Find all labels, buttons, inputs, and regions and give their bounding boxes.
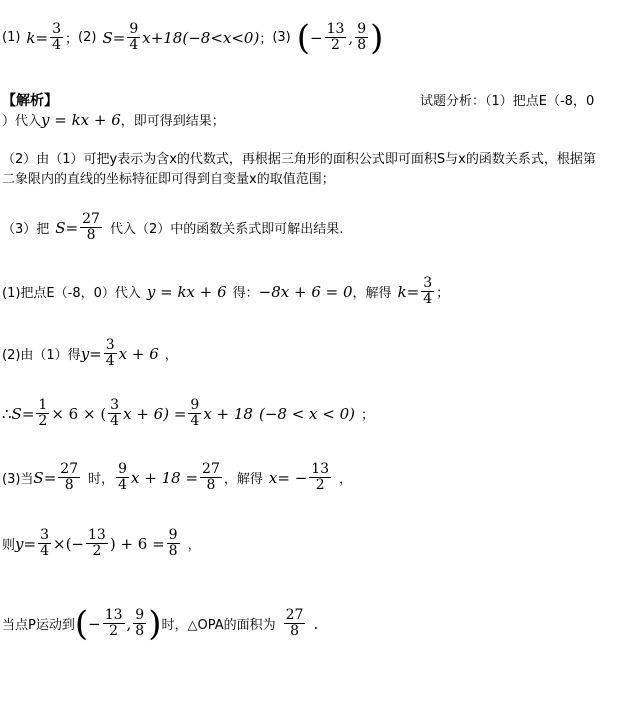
- answer-line: [2, 17, 384, 58]
- answer-s-fraction: $\frac{9}{4}$: [129, 21, 139, 53]
- s5-eq: =: [23, 534, 37, 553]
- s3-end: ；: [361, 408, 375, 423]
- s5-mid2: ) + 6 =: [109, 534, 165, 553]
- solution-step4: [2, 462, 352, 493]
- right-paren: ): [370, 17, 384, 58]
- s5-a: 则: [2, 538, 16, 553]
- answer-k-fraction: $\frac{3}{4}$: [52, 21, 62, 53]
- s3-fraction1: $\frac{1}{2}$: [38, 397, 48, 429]
- s6-fraction1: $\frac{13}{2}$: [104, 607, 123, 639]
- s4-a: (3)当: [2, 472, 34, 487]
- analysis-line1-math: y = kx + 6: [41, 110, 121, 129]
- s6-a: 当点P运动到: [2, 618, 75, 633]
- s1-var: k: [397, 282, 407, 301]
- answer-neg: −: [310, 28, 323, 47]
- s4-d: ，: [339, 472, 353, 487]
- s6-fraction3: $\frac{27}{8}$: [285, 607, 304, 639]
- left-paren: (: [296, 17, 311, 58]
- solution-step1: [2, 276, 449, 307]
- answer-sep2: ；: [259, 32, 273, 47]
- s4-fraction1: $\frac{27}{8}$: [60, 461, 79, 493]
- analysis-line4-a: （3）把: [2, 222, 50, 237]
- answer-y-fraction: $\frac{9}{8}$: [357, 21, 367, 53]
- s2-a: (2)由（1）得: [2, 348, 81, 363]
- s4-var2: x: [268, 468, 278, 487]
- s1-c: ，解得: [352, 286, 392, 301]
- s4-fraction4: $\frac{13}{2}$: [311, 461, 330, 493]
- answer-x-fraction: $\frac{13}{2}$: [326, 21, 345, 53]
- analysis-line1-b: ，即可得到结果；: [120, 114, 225, 129]
- s1-fraction: $\frac{3}{4}$: [423, 275, 433, 307]
- s4-eq: =: [43, 468, 57, 487]
- s6-b: 时，△OPA的面积为: [161, 618, 276, 633]
- s6-comma: ,: [126, 614, 132, 633]
- solution-step2: [2, 338, 178, 369]
- analysis-line3: 二象限内的直线的坐标特征即可得到自变量x的取值范围；: [2, 172, 335, 187]
- s4-c: ，解得: [223, 472, 263, 487]
- s4-var: S: [33, 468, 44, 487]
- s3-mid2: x + 6) =: [123, 404, 187, 423]
- answer-eq: =: [35, 28, 49, 47]
- s3-range: (−8 < x < 0): [258, 404, 355, 423]
- s5-fraction1: $\frac{3}{4}$: [40, 527, 49, 559]
- analysis-line2: （2）由（1）可把y表示为含x的代数式，再根据三角形的面积公式即可面积S与x的函数关系式，根据第: [2, 152, 596, 167]
- s6-left-paren: (: [74, 603, 89, 644]
- solution-step5: [2, 528, 201, 559]
- therefore-symbol: ∴: [2, 404, 12, 423]
- analysis-intro-right: 试题分析：（1）把点E（-8，0: [420, 94, 595, 109]
- s3-var: S: [11, 404, 22, 423]
- s3-fraction2: $\frac{3}{4}$: [110, 397, 120, 429]
- s1-eq2: =: [406, 282, 420, 301]
- s3-eq: =: [21, 404, 35, 423]
- solution-step6: [2, 603, 319, 644]
- s6-fraction2: $\frac{9}{8}$: [135, 607, 145, 639]
- s2-rest: x + 6: [118, 344, 159, 363]
- s1-a: (1)把点E（-8，0）代入: [2, 286, 141, 301]
- answer-eq2: =: [112, 28, 126, 47]
- s3-mid: × 6 × (: [51, 404, 107, 423]
- s5-var: y: [15, 534, 24, 553]
- s1-d: ；: [436, 286, 450, 301]
- s6-neg: −: [88, 614, 101, 633]
- answer-part2-label: (2): [78, 30, 97, 45]
- s4-b: 时，: [88, 472, 115, 487]
- analysis-line4-b: 代入（2）中的函数关系式即可解出结果.: [109, 222, 344, 237]
- s5-mid: ×(−: [53, 534, 84, 553]
- analysis-line4: [2, 212, 343, 243]
- s3-rest: x + 18: [203, 404, 253, 423]
- s2-eq: =: [89, 344, 102, 363]
- s1-eq: −8x + 6 = 0: [258, 282, 353, 301]
- analysis-line1: [2, 110, 225, 129]
- s1-b: 得：: [232, 286, 259, 301]
- answer-part1-label: (1): [2, 30, 21, 45]
- analysis-line1-a: ）代入: [2, 114, 42, 129]
- s6-right-paren: ): [148, 603, 162, 644]
- s3-fraction3: $\frac{9}{4}$: [190, 397, 200, 429]
- s2-var: y: [80, 344, 90, 363]
- answer-sep: ；: [65, 32, 79, 47]
- s5-b: ，: [187, 538, 201, 553]
- answer-s-var: S: [102, 28, 113, 47]
- s5-fraction3: $\frac{9}{8}$: [168, 527, 178, 559]
- s5-fraction2: $\frac{13}{2}$: [88, 527, 106, 559]
- answer-s-expression: x+18(−8<x<0): [142, 28, 260, 47]
- s4-fraction3: $\frac{27}{8}$: [202, 461, 220, 493]
- s2-b: ，: [164, 348, 178, 363]
- s2-fraction: $\frac{3}{4}$: [105, 337, 115, 369]
- s6-c: .: [313, 614, 319, 633]
- solution-step3: [2, 398, 374, 429]
- analysis-heading: 【解析】: [2, 93, 58, 109]
- answer-k-var: k: [26, 28, 36, 47]
- s4-eq2: = −: [277, 468, 308, 487]
- analysis-line4-eq: =: [65, 218, 79, 237]
- analysis-line4-var: S: [55, 218, 66, 237]
- answer-part3-label: (3): [272, 30, 291, 45]
- answer-comma: ,: [348, 28, 354, 47]
- s1-math: y = kx + 6: [146, 282, 227, 301]
- s4-fraction2: $\frac{9}{4}$: [118, 461, 128, 493]
- analysis-line4-fraction: $\frac{27}{8}$: [82, 211, 100, 243]
- s4-mid: x + 18 =: [131, 468, 199, 487]
